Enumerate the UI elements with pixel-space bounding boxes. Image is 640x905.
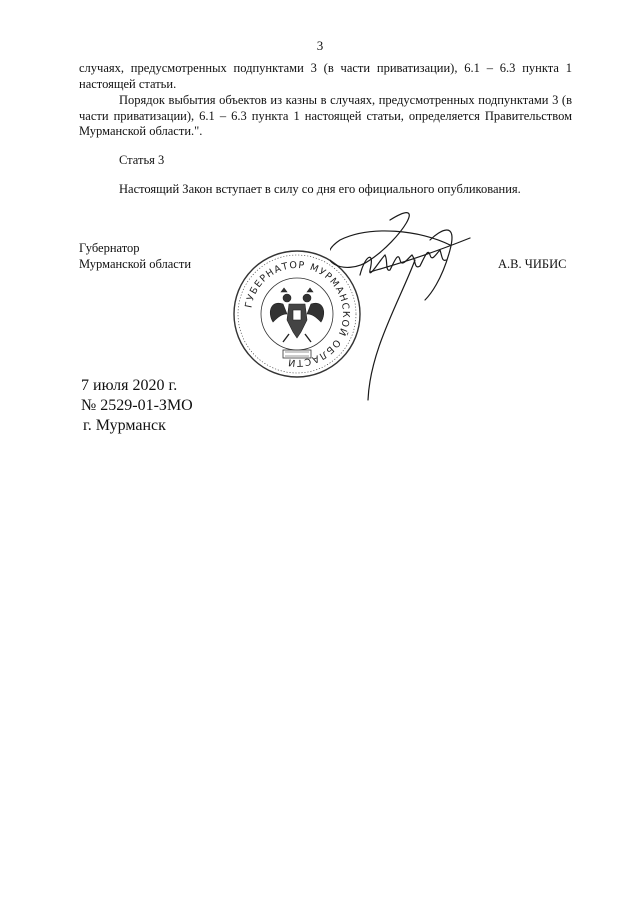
seal-text: ГУБЕРНАТОР МУРМАНСКОЙ ОБЛАСТИ [243, 259, 352, 369]
double-headed-eagle-icon [270, 288, 324, 342]
signing-date: 7 июля 2020 г. [81, 377, 178, 394]
document-footer [81, 376, 193, 436]
article-heading: Статья 3 [119, 153, 165, 167]
paragraph-continuation: случаях, предусмотренных подпунктами 3 (в части приватизации), 6.1 – 6.3 пункта 1 настоящей статьи. [79, 61, 572, 91]
paragraph-disposal-procedure: Порядок выбытия объектов из казны в случаях, предусмотренных подпунктами 3 (в части приватизации), 6.1 – 6.3 пункта 1 настоящей статьи, определяется Правительством Мурманской области.". [79, 93, 572, 138]
signatory-title-line2: Мурманской области [79, 256, 192, 271]
signatory-title-line1: Губернатор [79, 241, 140, 255]
signing-city: г. Мурманск [83, 417, 166, 434]
signatory-title [79, 241, 191, 272]
page-number: 3 [316, 38, 324, 53]
article-text: Настоящий Закон вступает в силу со дня его официального опубликования. [119, 182, 521, 196]
handwritten-signature [330, 200, 480, 410]
signatory-name: А.В. ЧИБИС [498, 257, 567, 271]
law-number: № 2529-01-ЗМО [81, 397, 193, 414]
